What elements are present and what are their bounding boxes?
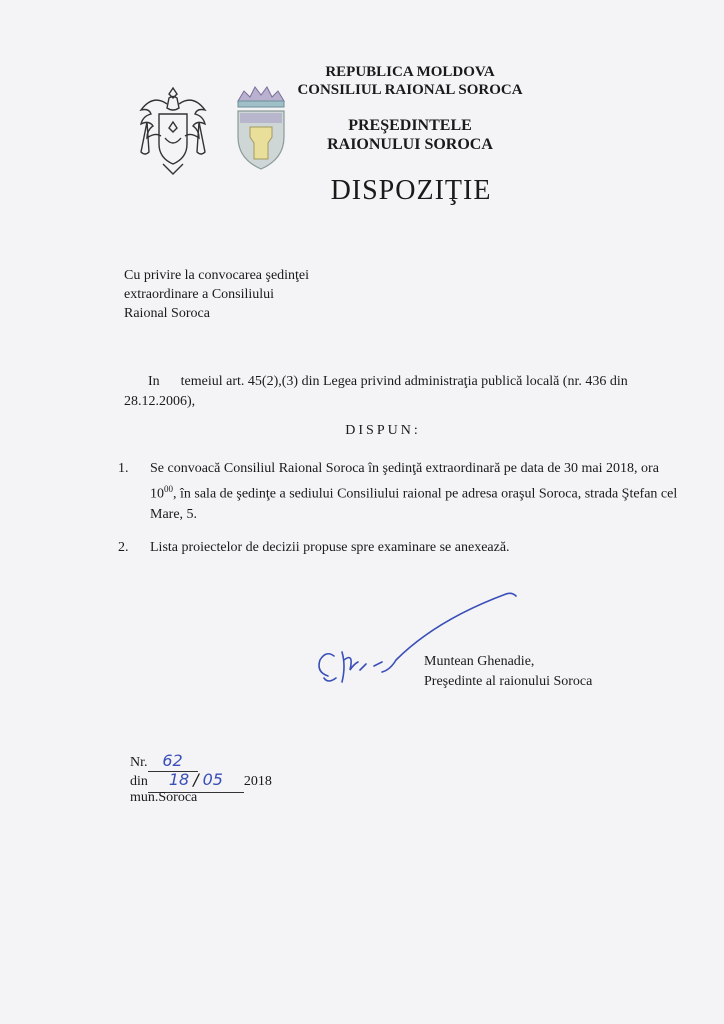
date-day: 18: [168, 770, 190, 789]
date-separator: /: [193, 770, 199, 789]
subject-line: Raional Soroca: [124, 306, 210, 321]
header-line-council: CONSILIUL RAIONAL SOROCA: [297, 82, 523, 98]
subject-block: [124, 266, 424, 323]
register-number-value: 62: [148, 751, 198, 772]
subject-line: Cu privire la convocarea şedinţei: [124, 268, 310, 283]
signatory-name: Muntean Ghenadie,: [424, 654, 535, 669]
date-month: 05: [202, 770, 223, 789]
header-line-republic: REPUBLICA MOLDOVA: [325, 64, 495, 80]
item-2: Lista proiectelor de decizii propuse spre examinare se anexează.: [150, 540, 510, 555]
preamble-line: 28.12.2006),: [124, 394, 196, 409]
preamble: [124, 372, 677, 412]
header-line-district: RAIONULUI SOROCA: [327, 136, 493, 153]
date-label: din: [130, 774, 148, 789]
meeting-hour: 10: [150, 486, 164, 502]
item-1-rest: , în sala de şedinţe a sediului Consiliului raional pe adresa oraşul Soroca, strada Ştefan cel: [173, 486, 678, 502]
item-number: 1.: [118, 461, 129, 476]
place-of-issue: mun.Soroca: [130, 790, 198, 805]
date-year: 2018: [243, 774, 272, 789]
document-title: DISPOZIŢIE: [330, 175, 492, 206]
register-number-label: Nr.: [130, 755, 148, 770]
soroca-coat-of-arms-icon: [230, 83, 292, 173]
item-number: 2.: [118, 540, 129, 555]
item-1: [150, 459, 678, 525]
coat-of-arms-moldova-icon: [133, 82, 213, 180]
preamble-line: In temeiul art. 45(2),(3) din Legea privind administraţia publică locală (nr. 436 din: [148, 374, 628, 389]
meeting-minutes: 00: [164, 484, 173, 494]
item-1-line: [150, 479, 678, 505]
header-line-president: PREŞEDINTELE: [348, 117, 472, 134]
signatory-title: Preşedinte al raionului Soroca: [424, 674, 593, 689]
item-1-line: Se convoacă Consiliul Raional Soroca în şedinţă extraordinară pe data de 30 mai 2018, ora: [150, 461, 659, 476]
dispun-heading: DISPUN:: [345, 423, 421, 438]
subject-line: extraordinare a Consiliului: [124, 287, 275, 302]
signatory: [424, 652, 654, 692]
item-1-line: Mare, 5.: [150, 506, 198, 522]
